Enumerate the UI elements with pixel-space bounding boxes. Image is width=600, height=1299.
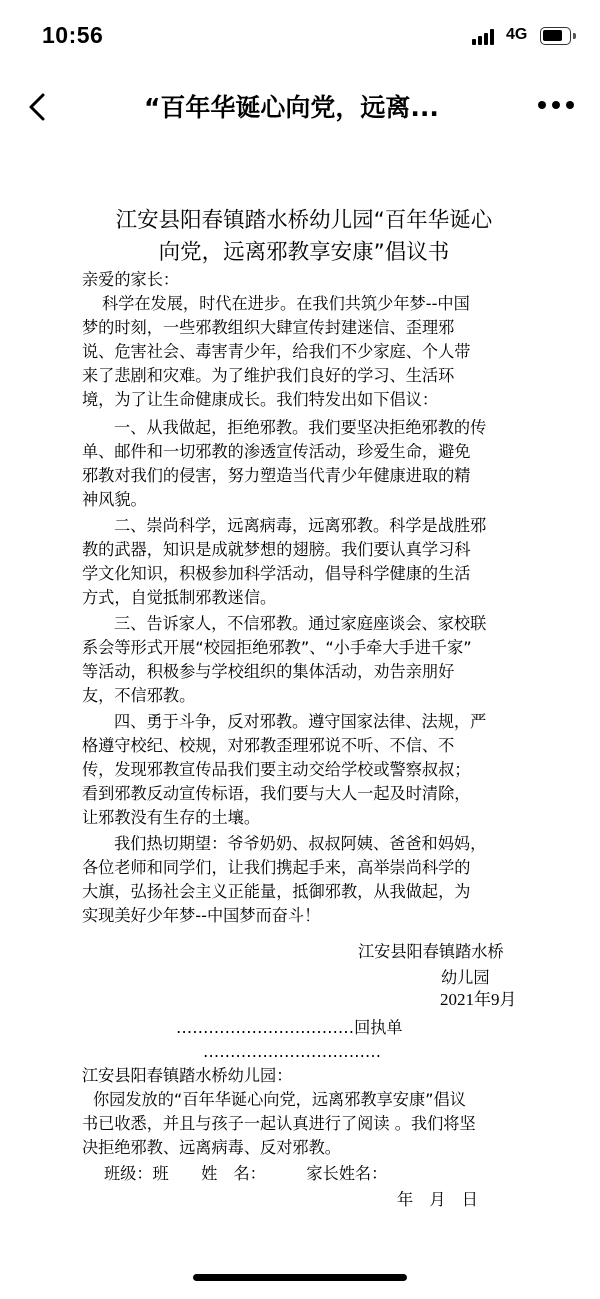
body-line: 单、邮件和一切邪教的渗透宣传活动，珍爱生命，避免 [82,442,471,461]
body-line: 来了悲剧和灾难。为了维护我们良好的学习、生活环 [82,366,455,385]
body-line: 邪教对我们的侵害，努力塑造当代青少年健康进取的精 [82,466,471,485]
body-line: 让邪教没有生存的土壤。 [82,808,261,827]
page-title: “百年华诞心向党，远离... [144,93,439,122]
body-line: 方式，自觉抵制邪教迷信。 [82,588,277,607]
signature-line-1: 江安县阳春镇踏水桥 [358,942,504,961]
document-title [0,205,600,269]
document-title-line-2: 向党，远离邪教享安康”倡议书 [158,240,450,265]
body-line: 梦的时刻，一些邪教组织大肆宣传封建迷信、歪理邪 [82,318,455,337]
receipt-recipient: 江安县阳春镇踏水桥幼儿园： [82,1066,293,1085]
ellipsis-icon[interactable] [536,97,576,113]
greeting: 亲爱的家长： [82,270,180,289]
body-line: 友，不信邪教。 [82,686,196,705]
body-line: 四、勇于斗争，反对邪教。遵守国家法律、法规，严 [114,712,487,731]
form-date: 年 月 日 [397,1190,478,1209]
body-line: 教的武器，知识是成就梦想的翅膀。我们要认真学习科 [82,540,471,559]
body-line: 境，为了让生命健康成长。我们特发出如下倡议： [82,390,439,409]
cellular-signal-icon [472,29,498,45]
body-line: 格遵守校纪、校规，对邪教歪理邪说不听、不信、不 [82,736,455,755]
body-line: 二、崇尚科学，远离病毒，远离邪教。科学是战胜邪 [114,516,487,535]
form-fields: 班级：班 姓 名： 家长姓名： [104,1164,388,1183]
receipt-line: 书已收悉，并且与孩子一起认真进行了阅读 。我们将坚 [82,1114,476,1133]
body-line: 三、告诉家人，不信邪教。通过家庭座谈会、家校联 [114,614,487,633]
network-type: 4G [506,26,528,43]
body-line: 神风貌。 [82,490,147,509]
nav-bar [0,72,600,140]
receipt-label: ……………………………回执单 [176,1018,403,1037]
body-line: 传，发现邪教宣传品我们要主动交给学校或警察叔叔； [82,760,471,779]
body-line: 我们热切期望：爷爷奶奶、叔叔阿姨、爸爸和妈妈， [114,834,487,853]
status-time: 10:56 [42,22,104,48]
body-line: 实现美好少年梦--中国梦而奋斗！ [82,906,321,925]
receipt-line: 决拒绝邪教、远离病毒、反对邪教。 [82,1138,341,1157]
body-line: 看到邪教反动宣传标语，我们要与大人一起及时清除， [82,784,471,803]
home-indicator[interactable] [193,1274,407,1281]
body-line: 各位老师和同学们，让我们携起手来，高举崇尚科学的 [82,858,471,877]
receipt-line: 你园发放的“百年华诞心向党，远离邪教享安康”倡议 [93,1090,466,1109]
battery-icon [540,27,571,45]
chevron-left-icon[interactable] [26,92,54,122]
battery-nub [573,33,576,39]
body-line: 等活动，积极参与学校组织的集体活动，劝告亲朋好 [82,662,455,681]
body-line: 大旗，弘扬社会主义正能量，抵御邪教，从我做起，为 [82,882,471,901]
body-line: 系会等形式开展“校园拒绝邪教”、“小手牵大手进千家” [82,638,472,657]
document-body [0,205,600,269]
body-line: 学文化知识，积极参加科学活动，倡导科学健康的生活 [82,564,471,583]
status-bar [0,0,600,72]
body-line: 一、从我做起，拒绝邪教。我们要坚决拒绝邪教的传 [114,418,487,437]
receipt-divider: …………………………… [203,1042,382,1061]
signature-line-2: 幼儿园 [441,968,490,987]
document-title-line-1: 江安县阳春镇踏水桥幼儿园“百年华诞心 [115,208,493,233]
body-line: 科学在发展，时代在进步。在我们共筑少年梦--中国 [102,294,470,313]
signature-date: 2021年9月 [440,990,517,1009]
body-line: 说、危害社会、毒害青少年，给我们不少家庭、个人带 [82,342,471,361]
